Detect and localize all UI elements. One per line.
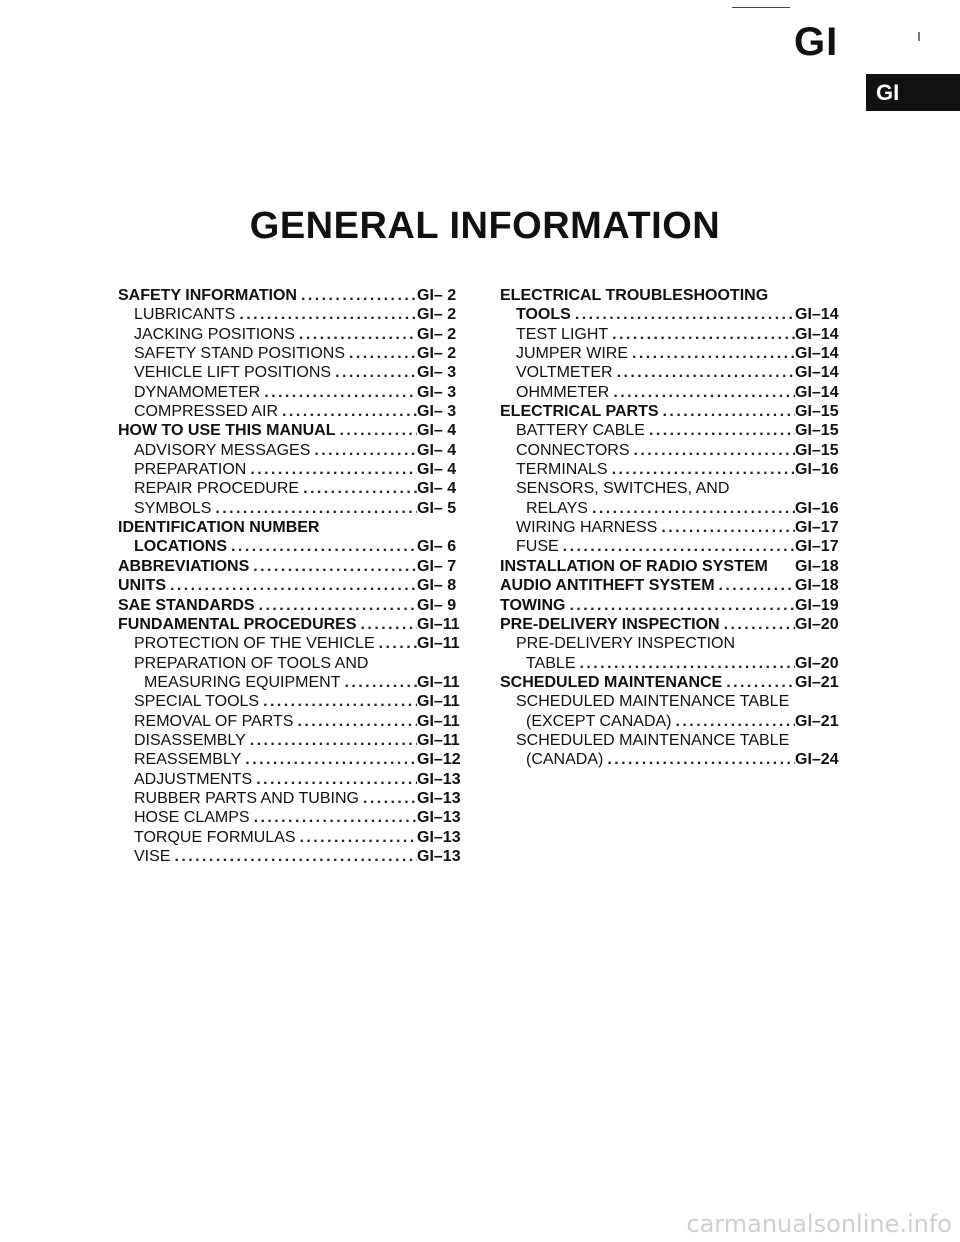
dot-leader [335, 421, 417, 440]
toc-entry-label: TABLE [526, 654, 576, 672]
toc-entry-label: SPECIAL TOOLS [134, 693, 260, 711]
toc-entry[interactable] [118, 537, 463, 556]
toc-entry-label: OHMMETER [516, 383, 610, 401]
page-title: GENERAL INFORMATION [249, 205, 721, 247]
toc-left-column [118, 286, 463, 866]
toc-entry[interactable] [500, 421, 845, 440]
dot-leader [331, 363, 417, 382]
toc-entry[interactable] [500, 537, 845, 556]
toc-entry[interactable] [118, 770, 463, 789]
toc-entry[interactable] [118, 305, 463, 324]
toc-entry-label: LOCATIONS [134, 538, 228, 556]
toc-right-column [500, 286, 845, 770]
toc-page-number: GI–11 [417, 731, 460, 749]
toc-page-number: GI– 2 [417, 345, 457, 363]
toc-entry[interactable] [500, 654, 845, 673]
toc-page-number: GI–17 [795, 519, 839, 537]
toc-page-number: GI– 3 [417, 364, 457, 382]
toc-page-number: GI– 4 [417, 461, 457, 479]
dot-leader [672, 712, 795, 731]
toc-page-number: GI– 2 [417, 287, 457, 304]
toc-entry[interactable] [500, 673, 845, 692]
toc-entry[interactable] [118, 325, 463, 344]
toc-page-number: GI– 7 [417, 557, 457, 575]
toc-page-number: GI–17 [795, 538, 839, 556]
dot-leader [293, 712, 417, 731]
toc-entry-label: (EXCEPT CANADA) [526, 712, 672, 730]
toc-entry[interactable] [118, 460, 463, 479]
dot-leader [310, 441, 417, 460]
toc-page-number: GI– 6 [417, 538, 457, 556]
toc-page-number: GI–14 [795, 345, 839, 363]
dot-leader [657, 518, 795, 537]
toc-entry[interactable] [118, 576, 463, 595]
toc-entry[interactable] [500, 383, 845, 402]
toc-entry-label: ELECTRICAL TROUBLESHOOTING [500, 287, 769, 304]
toc-entry-label: PREPARATION [134, 461, 247, 479]
dot-leader [565, 596, 795, 615]
toc-page-number: GI–13 [417, 770, 461, 788]
toc-entry-label: TORQUE FORMULAS [134, 828, 296, 846]
toc-entry[interactable] [118, 750, 463, 769]
toc-entry[interactable] [500, 615, 845, 634]
dot-leader [608, 325, 795, 344]
toc-entry[interactable] [500, 557, 845, 576]
toc-entry-label: IDENTIFICATION NUMBER [118, 519, 320, 537]
dot-leader [659, 402, 795, 421]
toc-entry-label: SAE STANDARDS [118, 596, 255, 614]
dot-leader [246, 460, 417, 479]
toc-entry[interactable] [500, 750, 845, 769]
toc-entry-label: HOSE CLAMPS [134, 809, 250, 827]
toc-entry-label: LUBRICANTS [134, 306, 236, 324]
toc-entry[interactable] [118, 808, 463, 827]
toc-entry-label: PROTECTION OF THE VEHICLE [134, 635, 375, 653]
dot-leader [259, 692, 417, 711]
toc-entry-label: UNITS [118, 577, 166, 595]
toc-entry-label: TERMINALS [516, 461, 608, 479]
toc-entry [500, 286, 845, 305]
footer-watermark: carmanualsonline.info [686, 1210, 952, 1238]
toc-entry[interactable] [118, 596, 463, 615]
toc-entry-label: VEHICLE LIFT POSITIONS [134, 364, 332, 382]
toc-entry[interactable] [118, 479, 463, 498]
dot-leader [613, 363, 795, 382]
dot-leader [299, 479, 417, 498]
toc-entry[interactable] [500, 441, 845, 460]
toc-entry[interactable] [118, 847, 463, 866]
toc-entry-label: INSTALLATION OF RADIO SYSTEM [500, 557, 768, 575]
toc-page-number: GI–20 [795, 654, 839, 672]
toc-entry[interactable] [500, 518, 845, 537]
toc-entry-label: SAFETY INFORMATION [118, 287, 297, 304]
dot-leader [576, 654, 796, 673]
toc-entry-label: JACKING POSITIONS [134, 325, 295, 343]
dot-leader [345, 344, 417, 363]
toc-page-number: GI–24 [795, 751, 839, 769]
toc-page-number: GI–14 [795, 306, 839, 324]
section-tab-label: GI [876, 79, 900, 105]
toc-page-number: GI– 4 [417, 422, 457, 440]
toc-entry-label: FUSE [516, 538, 559, 556]
toc-entry-label: PRE-DELIVERY INSPECTION [500, 615, 720, 633]
dot-leader [588, 499, 795, 518]
toc-page-number: GI–12 [417, 751, 461, 769]
toc-page-number: GI–15 [795, 422, 839, 440]
toc-entry[interactable] [500, 460, 845, 479]
dot-leader [722, 673, 795, 692]
dot-leader [241, 750, 417, 769]
toc-entry-label: WIRING HARNESS [516, 519, 658, 537]
toc-entry [500, 479, 845, 498]
toc-entry-label: SCHEDULED MAINTENANCE TABLE [516, 693, 790, 711]
toc-page-number: GI– 4 [417, 480, 457, 498]
dot-leader [297, 286, 417, 305]
toc-page-number: GI–13 [417, 789, 461, 807]
top-rule [732, 7, 790, 8]
dot-leader [235, 305, 417, 324]
toc-page-number: GI– 2 [417, 325, 457, 343]
toc-entry-label: SENSORS, SWITCHES, AND [516, 480, 730, 498]
toc-entry-label: MEASURING EQUIPMENT [144, 673, 341, 691]
section-tab[interactable] [866, 74, 960, 111]
toc-page-number: GI–14 [795, 325, 839, 343]
toc-entry [500, 731, 845, 750]
toc-entry[interactable] [118, 634, 463, 653]
toc-page-number: GI–18 [795, 577, 839, 595]
dot-leader [608, 460, 795, 479]
dot-leader [227, 537, 417, 556]
toc-entry-label: BATTERY CABLE [516, 422, 645, 440]
toc-entry [500, 634, 845, 653]
toc-entry[interactable] [500, 499, 845, 518]
toc-entry[interactable] [118, 615, 463, 634]
toc-page-number: GI–15 [795, 403, 839, 421]
toc-page-number: GI–13 [417, 847, 461, 865]
toc-page-number: GI–13 [417, 809, 461, 827]
toc-entry-label: VISE [134, 847, 171, 865]
toc-page-number: GI– 2 [417, 306, 457, 324]
toc-entry[interactable] [500, 344, 845, 363]
toc-page-number: GI–11 [417, 712, 460, 730]
toc-entry[interactable] [118, 421, 463, 440]
toc-entry[interactable] [118, 383, 463, 402]
toc-entry-label: ELECTRICAL PARTS [500, 403, 659, 421]
toc-entry[interactable] [118, 731, 463, 750]
dot-leader [715, 576, 795, 595]
toc-page-number: GI–11 [417, 615, 460, 633]
toc-page-number: GI– 5 [417, 499, 457, 517]
dot-leader [250, 808, 417, 827]
toc-entry[interactable] [118, 402, 463, 421]
toc-entry-label: HOW TO USE THIS MANUAL [118, 422, 336, 440]
toc-page-number: GI– 9 [417, 596, 457, 614]
toc-entry[interactable] [118, 344, 463, 363]
dot-leader [296, 828, 418, 847]
toc-entry-label: RUBBER PARTS AND TUBING [134, 789, 359, 807]
toc-entry-label: TEST LIGHT [516, 325, 609, 343]
toc-entry[interactable] [500, 576, 845, 595]
toc-page-number: GI–15 [795, 441, 839, 459]
toc-page-number: GI–14 [795, 383, 839, 401]
toc-entry-label: PREPARATION OF TOOLS AND [134, 654, 369, 672]
dot-leader [340, 673, 417, 692]
toc-entry[interactable] [118, 789, 463, 808]
dot-leader [630, 441, 796, 460]
dot-leader [720, 615, 795, 634]
toc-page-number: GI–21 [795, 712, 839, 730]
toc-entry-label: SCHEDULED MAINTENANCE TABLE [516, 731, 790, 749]
toc-entry[interactable] [118, 363, 463, 382]
toc-entry[interactable] [118, 441, 463, 460]
dot-leader [166, 576, 417, 595]
toc-entry-label: (CANADA) [526, 751, 604, 769]
toc-entry-label: VOLTMETER [516, 364, 613, 382]
section-code: GI [794, 20, 839, 64]
toc-entry-label: RELAYS [526, 499, 588, 517]
toc-entry-label: CONNECTORS [516, 441, 630, 459]
dot-leader [645, 421, 795, 440]
toc-entry-label: COMPRESSED AIR [134, 403, 279, 421]
toc-page-number: GI–14 [795, 364, 839, 382]
tick-mark [918, 32, 920, 41]
toc-entry-label: PRE-DELIVERY INSPECTION [516, 635, 736, 653]
toc-page-number: GI– 3 [417, 403, 457, 421]
dot-leader [359, 789, 417, 808]
toc-page-number: GI–18 [795, 557, 839, 575]
toc-entry[interactable] [500, 596, 845, 615]
toc-entry[interactable] [118, 673, 463, 692]
toc-entry-label: AUDIO ANTITHEFT SYSTEM [500, 577, 715, 595]
toc-entry-label: DYNAMOMETER [134, 383, 261, 401]
toc-page-number: GI– 8 [417, 577, 457, 595]
dot-leader [260, 383, 417, 402]
dot-leader [170, 847, 417, 866]
toc-page-number: GI–11 [417, 635, 460, 653]
dot-leader [255, 596, 417, 615]
toc-entry[interactable] [500, 363, 845, 382]
toc-page-number: GI– 3 [417, 383, 457, 401]
dot-leader [603, 750, 795, 769]
toc-entry-label: JUMPER WIRE [516, 345, 628, 363]
dot-leader [357, 615, 417, 634]
dot-leader [375, 634, 417, 653]
toc-entry-label: REMOVAL OF PARTS [134, 712, 294, 730]
toc-entry-label: SCHEDULED MAINTENANCE [500, 673, 723, 691]
toc-entry[interactable] [500, 712, 845, 731]
dot-leader [295, 325, 417, 344]
toc-entry[interactable] [118, 286, 463, 305]
toc-entry [118, 518, 463, 537]
toc-page-number: GI–13 [417, 828, 461, 846]
toc-entry[interactable] [118, 692, 463, 711]
toc-page-number: GI–16 [795, 461, 839, 479]
toc-page-number: GI–21 [795, 673, 839, 691]
dot-leader [609, 383, 795, 402]
dot-leader [559, 537, 795, 556]
dot-leader [278, 402, 417, 421]
toc-entry-label: TOWING [500, 596, 566, 614]
toc-entry-label: ABBREVIATIONS [118, 557, 250, 575]
toc-page-number: GI–19 [795, 596, 839, 614]
toc-entry-label: ADVISORY MESSAGES [134, 441, 311, 459]
toc-page-number: GI–11 [417, 673, 460, 691]
toc-entry-label: SAFETY STAND POSITIONS [134, 345, 345, 363]
dot-leader [252, 770, 417, 789]
toc-entry-label: TOOLS [516, 306, 571, 324]
toc-entry[interactable] [118, 557, 463, 576]
dot-leader [246, 731, 417, 750]
toc-entry-label: ADJUSTMENTS [134, 770, 253, 788]
toc-entry [118, 654, 463, 673]
toc-entry[interactable] [118, 712, 463, 731]
toc-entry-label: REPAIR PROCEDURE [134, 480, 300, 498]
toc-entry[interactable] [118, 828, 463, 847]
dot-leader [249, 557, 417, 576]
toc-page-number: GI–16 [795, 499, 839, 517]
toc-page-number: GI– 4 [417, 441, 457, 459]
toc-entry-label: FUNDAMENTAL PROCEDURES [118, 615, 357, 633]
dot-leader [628, 344, 795, 363]
toc-page-number: GI–20 [795, 615, 839, 633]
toc-entry-label: SYMBOLS [134, 499, 212, 517]
toc-page-number: GI–11 [417, 693, 460, 711]
toc-entry-label: DISASSEMBLY [134, 731, 246, 749]
toc-entry-label: REASSEMBLY [134, 751, 242, 769]
toc-entry[interactable] [500, 325, 845, 344]
dot-leader [571, 305, 795, 324]
toc-entry [500, 692, 845, 711]
toc-entry[interactable] [118, 499, 463, 518]
toc-entry[interactable] [500, 402, 845, 421]
toc-entry[interactable] [500, 305, 845, 324]
dot-leader [211, 499, 417, 518]
